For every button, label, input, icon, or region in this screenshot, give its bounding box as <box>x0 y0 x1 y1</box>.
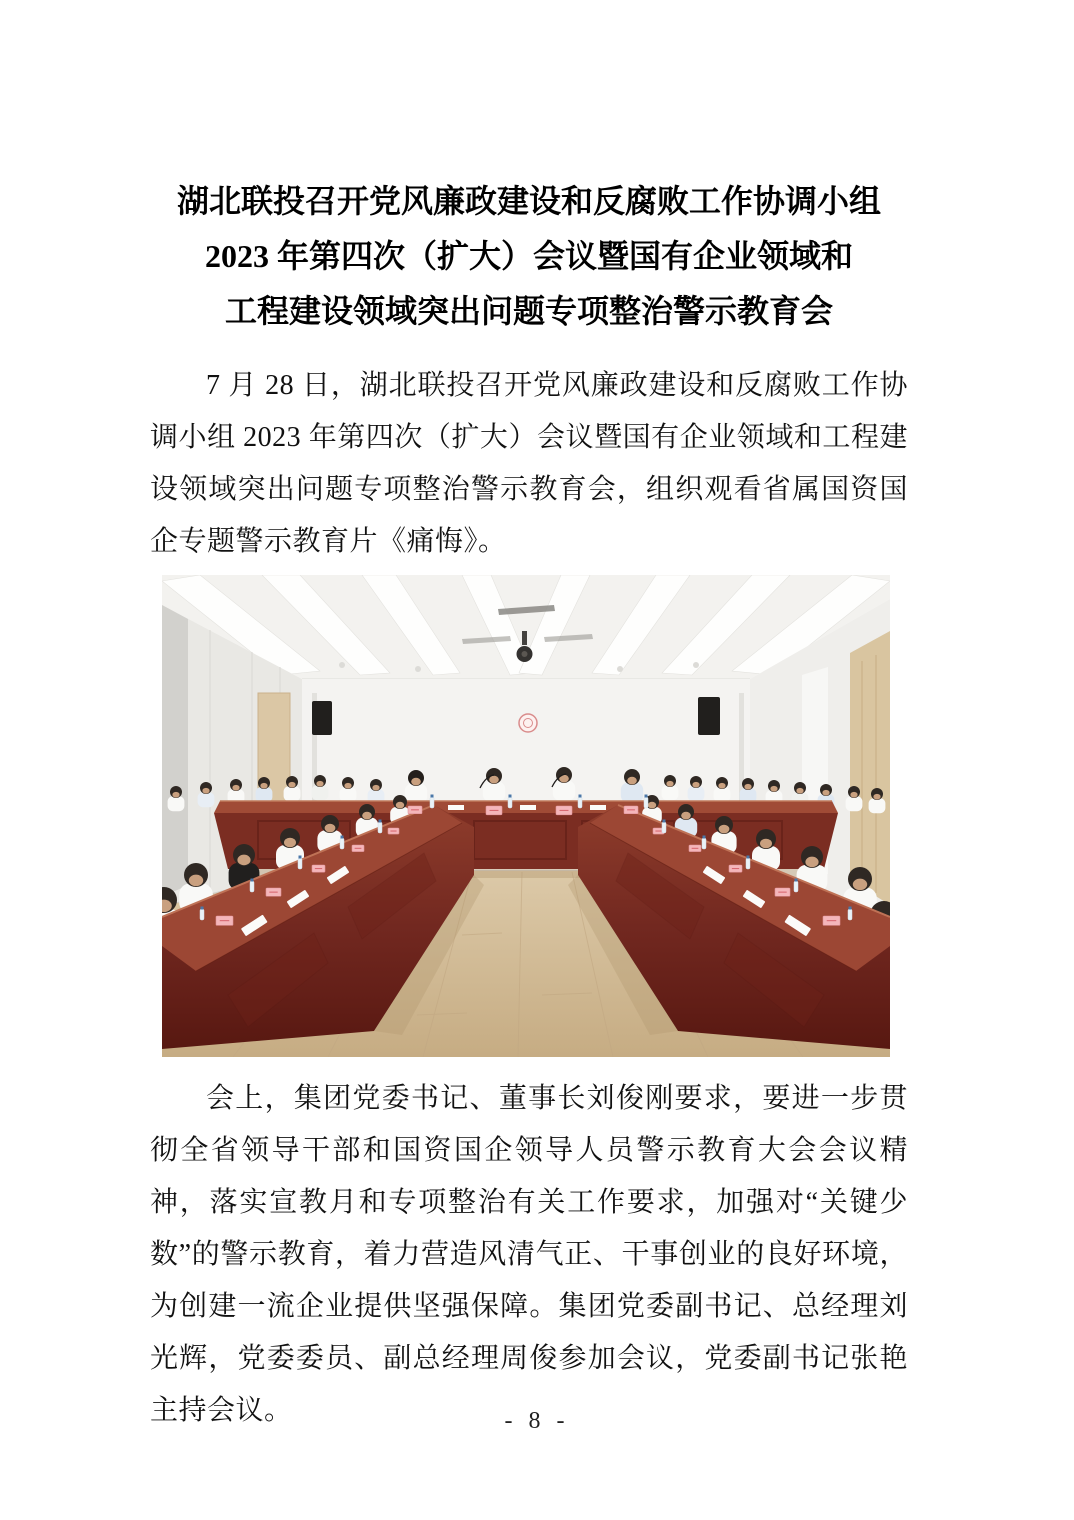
wall-emblem <box>519 714 537 732</box>
speaker-right <box>698 697 720 735</box>
page-number: - 8 - <box>504 1408 570 1434</box>
paragraph-intro: 7 月 28 日，湖北联投召开党风廉政建设和反腐败工作协调小组 2023 年第四次（扩大）会议暨国有企业领域和工程建设领域突出问题专项整治警示教育会，组织观看省属国资国企专题警示教育片《痛悔》。 <box>150 370 908 557</box>
speaker-left <box>312 701 332 735</box>
meeting-photo-illustration <box>162 575 890 1057</box>
document-content <box>0 174 1074 1437</box>
title-line-2: 2023 年第四次（扩大）会议暨国有企业领域和 <box>204 238 853 274</box>
title-line-1: 湖北联投召开党风廉政建设和反腐败工作协调小组 <box>176 183 881 219</box>
meeting-photo <box>162 575 890 1057</box>
wood-panel-right <box>850 631 890 905</box>
title-line-3: 工程建设领域突出问题专项整治警示教育会 <box>224 293 833 329</box>
document-title <box>150 174 908 339</box>
paragraph-body: 会上，集团党委书记、董事长刘俊刚要求，要进一步贯彻全省领导干部和国资国企领导人员警示教育大会会议精神，落实宣教月和专项整治有关工作要求，加强对“关键少数”的警示教育，着力营造风清气正、干事创业的良好环境，为创建一流企业提供坚强保障。集团党委副书记、总经理刘光辉，党委委员、副总经理周俊参加会议，党委副书记张艳主持会议。 <box>150 1083 908 1426</box>
